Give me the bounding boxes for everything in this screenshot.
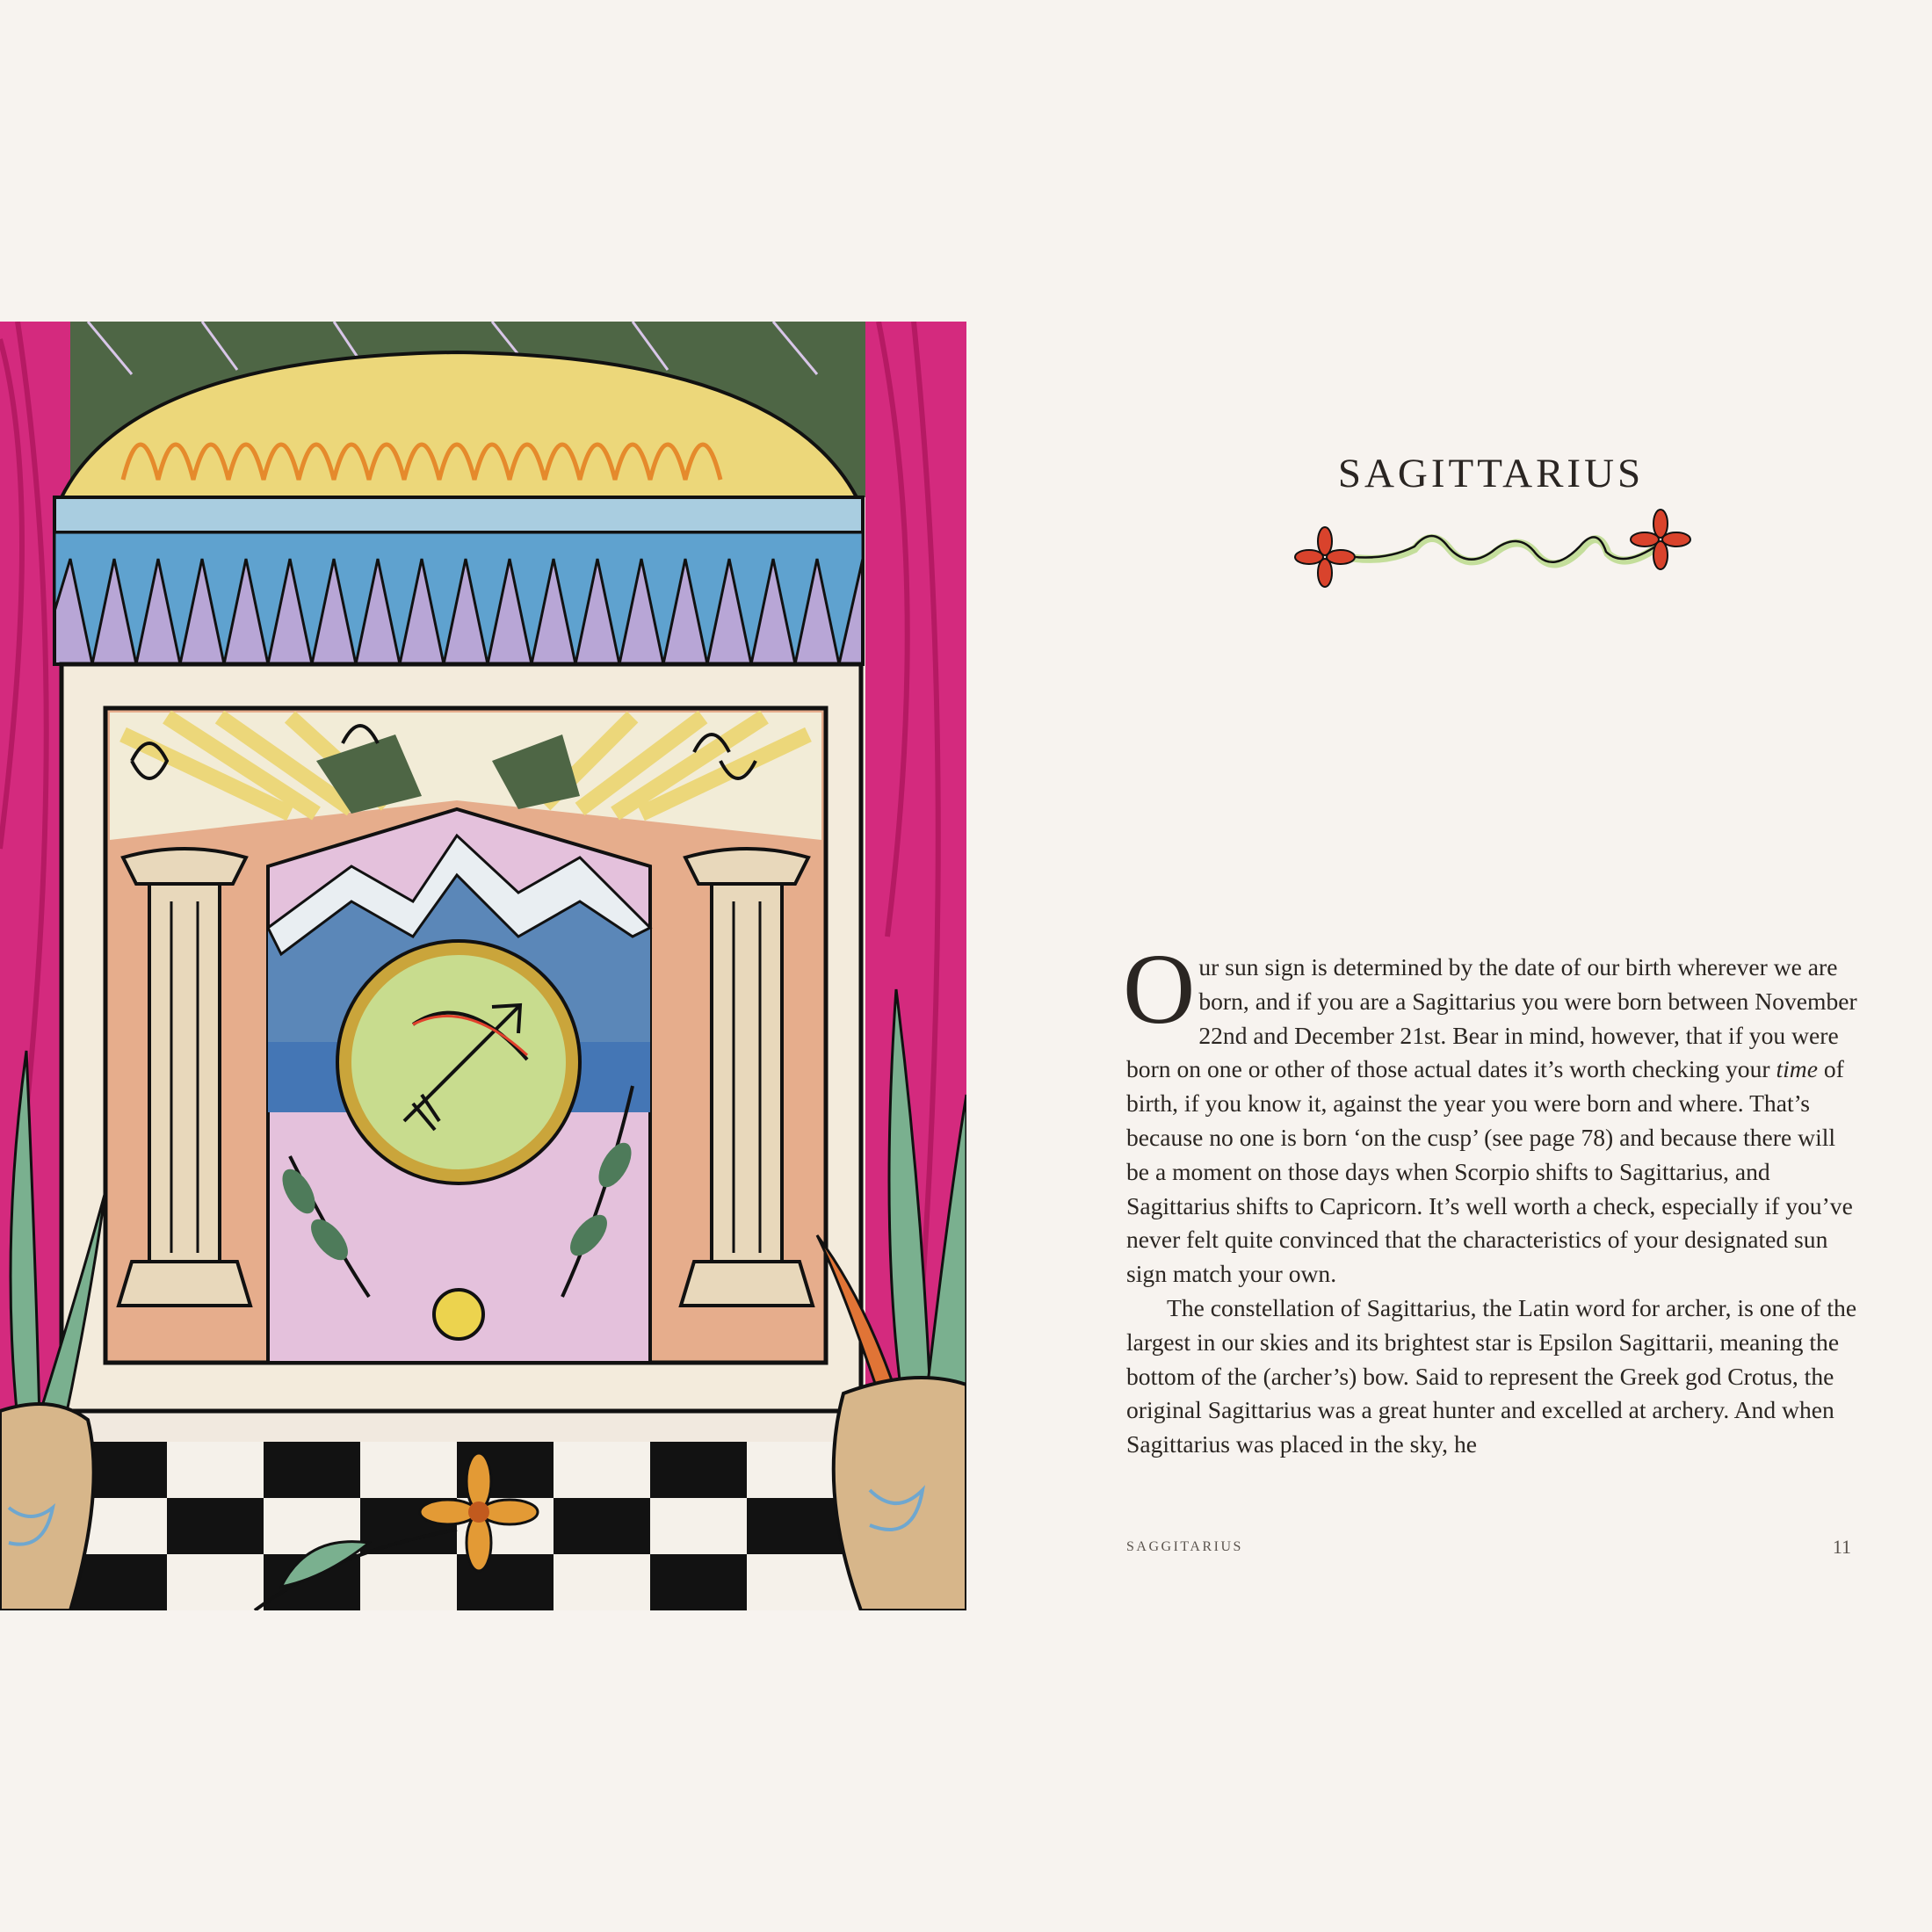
drop-cap: O (1123, 933, 1196, 1045)
sagittarius-medallion (344, 948, 573, 1176)
paragraph-1 (1123, 933, 1861, 1292)
page-number: 11 (1832, 1536, 1851, 1558)
page-title: SAGITTARIUS (1337, 451, 1645, 496)
paragraph-1-text-b: of birth, if you know it, against the year you were born and where. That’s because no one is born ‘on the cusp’ (see page 78) and because there will be a moment on those days when Scorpio shifts to Sagittarius, and Sagittarius shifts to Capricorn. It’s well worth a check, especially if you’ve never felt quite convinced that the characteristics of your designated sun sign match your own. (1126, 1055, 1853, 1288)
paragraph-2: The constellation of Sagittarius, the Latin word for archer, is one of the largest in our skies and its brightest star is Epsilon Sagittarii, meaning the bottom of the (archer’s) bow. Said to represent the Greek god Crotus, the original Sagittarius was a great hunter and excelled at archery. And when Sagittarius was placed in the sky, he (1126, 1293, 1857, 1458)
paragraph-1-text-a: ur sun sign is determined by the date of our birth wherever we are born, and if you are a Sagittarius you were born between November 22nd and December 21st. Bear in mind, however, that if you were born on one or other of those actual dates it’s worth checking your (1126, 953, 1857, 1083)
illustration-panel (0, 322, 966, 1610)
running-head: SAGGITARIUS (1126, 1539, 1243, 1554)
emphasis-time: time (1776, 1055, 1818, 1083)
body-text (1123, 933, 1861, 1462)
floral-divider-icon (1292, 501, 1696, 597)
